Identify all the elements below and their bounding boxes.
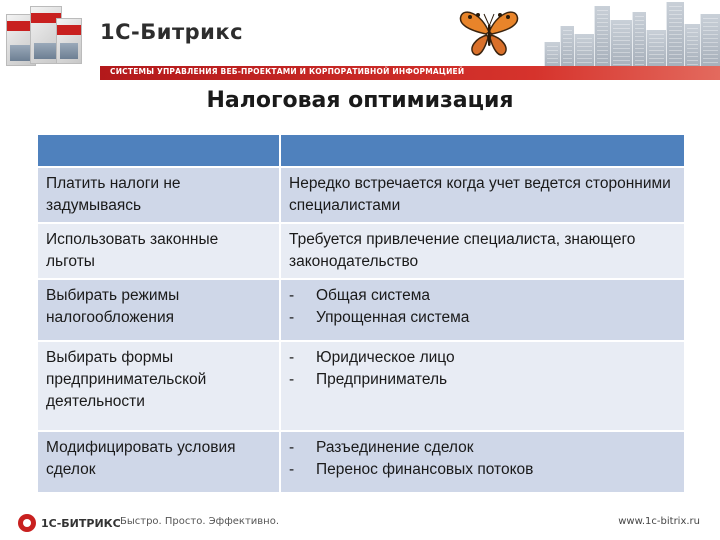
dash-marker: - bbox=[289, 439, 295, 456]
list-item-text: Общая система bbox=[316, 287, 430, 304]
method-cell: Использовать законные льготы bbox=[37, 223, 280, 279]
dash-marker: - bbox=[289, 461, 295, 478]
header-cell-left bbox=[37, 134, 280, 167]
footer-logo-text: 1С-БИТРИКС bbox=[41, 516, 121, 530]
dash-marker: - bbox=[289, 371, 295, 388]
city-skyline-image bbox=[540, 0, 720, 72]
note-cell: Нередко встречается когда учет ведется сторонними специалистами bbox=[280, 167, 685, 223]
product-boxes-image bbox=[6, 4, 86, 70]
footer-slogan: Быстро. Просто. Эффективно. bbox=[120, 516, 280, 527]
options-cell bbox=[280, 341, 685, 431]
footer-logo bbox=[18, 514, 121, 532]
tax-optimization-table bbox=[36, 133, 686, 494]
list-item-text: Перенос финансовых потоков bbox=[316, 461, 534, 478]
table-row bbox=[37, 341, 685, 431]
dash-marker: - bbox=[289, 349, 295, 366]
list-item bbox=[289, 307, 676, 329]
list-item-text: Юридическое лицо bbox=[316, 349, 455, 366]
list-item bbox=[289, 369, 676, 391]
method-cell: Выбирать формы предпринимательской деятельности bbox=[37, 341, 280, 431]
footer-url-link[interactable]: www.1c-bitrix.ru bbox=[618, 516, 700, 527]
options-cell bbox=[280, 279, 685, 341]
list-item bbox=[289, 459, 676, 481]
table-row bbox=[37, 167, 685, 223]
list-item bbox=[289, 285, 676, 307]
slide-title: Налоговая оптимизация bbox=[206, 88, 514, 113]
list-item-text: Упрощенная система bbox=[316, 309, 470, 326]
options-cell bbox=[280, 431, 685, 493]
method-cell: Модифицировать условия сделок bbox=[37, 431, 280, 493]
tagline-band bbox=[100, 66, 720, 80]
table-header-row bbox=[37, 134, 685, 167]
list-item-text: Предприниматель bbox=[316, 371, 448, 388]
tagline-text: СИСТЕМЫ УПРАВЛЕНИЯ ВЕБ-ПРОЕКТАМИ И КОРПОРАТИВНОЙ ИНФОРМАЦИЕЙ bbox=[110, 67, 465, 76]
table-row bbox=[37, 431, 685, 493]
dash-marker: - bbox=[289, 309, 295, 326]
note-cell: Требуется привлечение специалиста, знающего законодательство bbox=[280, 223, 685, 279]
bitrix-logo-icon bbox=[18, 514, 36, 532]
butterfly-icon bbox=[458, 6, 520, 58]
list-item bbox=[289, 347, 676, 369]
brand-logo: 1С-Битрикс bbox=[100, 20, 244, 44]
method-cell: Выбирать режимы налогообложения bbox=[37, 279, 280, 341]
footer bbox=[0, 506, 720, 540]
table-row bbox=[37, 279, 685, 341]
list-item-text: Разъединение сделок bbox=[316, 439, 474, 456]
table-row bbox=[37, 223, 685, 279]
list-item bbox=[289, 437, 676, 459]
header bbox=[0, 0, 720, 88]
header-cell-right bbox=[280, 134, 685, 167]
dash-marker: - bbox=[289, 287, 295, 304]
method-cell: Платить налоги не задумываясь bbox=[37, 167, 280, 223]
